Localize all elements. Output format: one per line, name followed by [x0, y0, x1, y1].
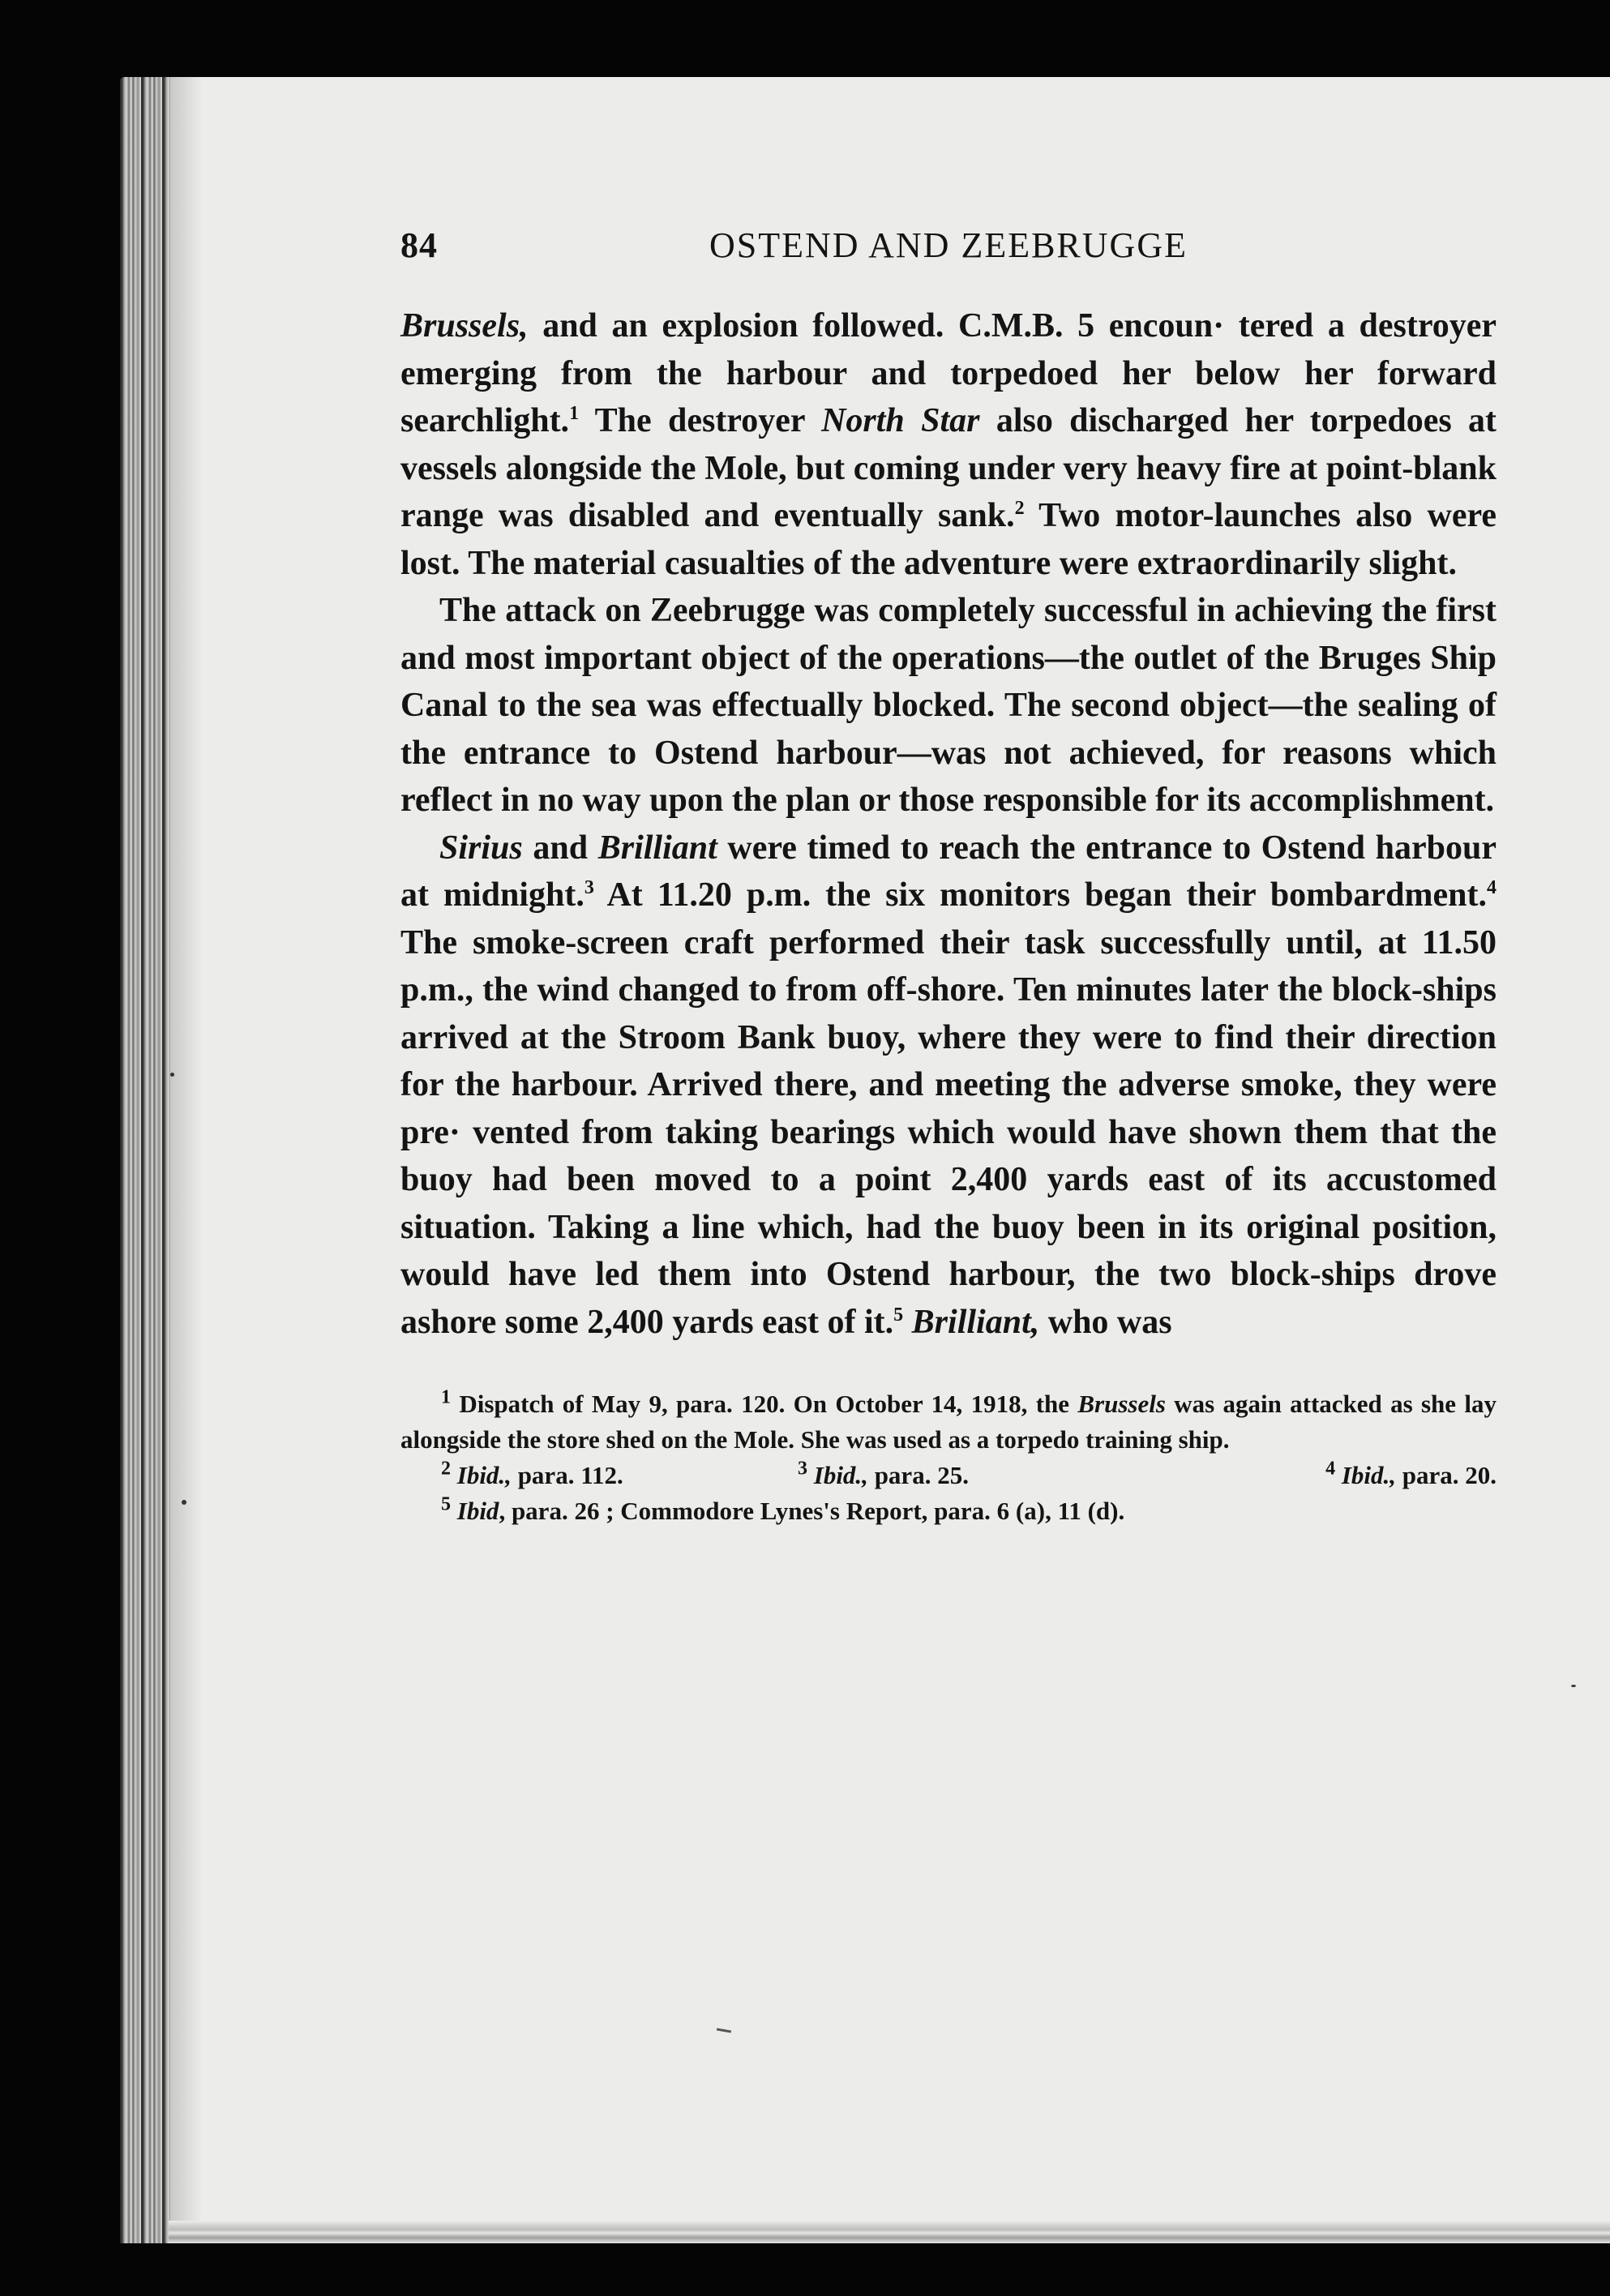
paragraph-text: who was	[1039, 1303, 1172, 1341]
italic-text: Brussels	[1077, 1390, 1166, 1418]
paragraph-text: The smoke-screen craft performed their task successfully until, at 11.50 p.m., the wind changed to from off-shore. Ten minutes later the block-ships arrived at the Stroom Bank buoy, where they were to find their direction for the harbour. Arrived there, and meeting the adverse smoke, they were pre· vented from taking bearings which would have shown them that the buoy had been moved to a point 2,400 yards east of its accustomed situation. Taking a line which, had the buoy been in its original position, would have led them into Ostend harbour, the two block-ships drove ashore some 2,400 yards east of it.	[400, 923, 1497, 1341]
running-title: OSTEND AND ZEEBRUGGE	[709, 225, 1188, 265]
text-block	[400, 225, 1497, 1529]
page-number: 84	[400, 225, 438, 265]
footnote-mark: 4	[1325, 1458, 1336, 1480]
body-text	[400, 302, 1497, 1346]
paragraph-1	[400, 302, 1497, 587]
footnote-4	[1203, 1458, 1497, 1493]
paragraph-text: Two motor-launches also were lost. The material casualties of the adventure were extraordinarily slight.	[400, 497, 1497, 582]
footnote-text: Dispatch of May 9, para. 120. On October 14, 1918, the	[451, 1390, 1078, 1418]
paragraph-text: and an explosion followed. C.M.B. 5 encoun· tered a destroyer emerging from the harbour and torpedoed her below her forward searchlight.	[400, 307, 1497, 439]
footnote-3	[798, 1458, 1203, 1493]
speck	[170, 1073, 174, 1077]
italic-text: Brilliant,	[911, 1303, 1040, 1341]
footnote-ref: 1	[569, 403, 580, 424]
paragraph-text: At 11.20 p.m. the six monitors began their bombardment.	[593, 876, 1487, 914]
italic-text: Brussels,	[400, 307, 529, 345]
footnote-ref: 3	[584, 877, 594, 898]
speck	[182, 1500, 186, 1505]
italic-text: Ibid.,	[1335, 1461, 1396, 1489]
footnote-ref: 5	[893, 1304, 904, 1326]
paragraph-text: The destroyer	[579, 402, 822, 439]
footnote-2	[441, 1458, 798, 1493]
page-bottom-edge	[169, 2221, 1610, 2243]
book-spine	[120, 77, 170, 2243]
italic-text: Ibid.,	[807, 1461, 868, 1489]
footnote-mark: 5	[441, 1493, 451, 1515]
italic-text: North Star	[821, 402, 980, 439]
paragraph-text	[903, 1304, 912, 1341]
italic-text: Sirius	[439, 829, 523, 867]
italic-text: Ibid	[451, 1497, 499, 1525]
footnote-ref: 2	[1014, 498, 1025, 519]
footnote-mark: 1	[441, 1386, 451, 1408]
italic-text: Ibid.,	[451, 1461, 512, 1489]
footnote-5	[400, 1493, 1497, 1529]
footnote-1	[400, 1386, 1497, 1458]
footnotes	[400, 1386, 1497, 1529]
footnote-mark: 3	[798, 1458, 807, 1480]
footnote-ref: 4	[1487, 877, 1497, 898]
speck	[1571, 1685, 1576, 1687]
footnote-text: para. 25.	[867, 1461, 969, 1489]
paragraph-text: and	[522, 829, 598, 867]
italic-text: Brilliant	[597, 829, 717, 867]
footnote-text: para. 20.	[1396, 1461, 1497, 1489]
footnote-text: was again attacked as she lay alongside the store shed on the Mole. She was used as a torpedo training ship.	[400, 1390, 1497, 1454]
footnote-mark: 2	[441, 1458, 451, 1480]
running-head	[400, 225, 1497, 281]
footnote-2-3-4	[400, 1458, 1497, 1493]
paragraph-2: The attack on Zeebrugge was completely successful in achieving the first and most important object of the operations—the outlet of the Bruges Ship Canal to the sea was effectually blocked. The second object—the sealing of the entrance to Ostend harbour—was not achieved, for reasons which reflect in no way upon the plan or those responsible for its accomplishment.	[400, 592, 1497, 819]
footnote-text: , para. 26 ; Commodore Lynes's Report, para. 6 (a), 11 (d).	[499, 1497, 1125, 1525]
paragraph-text: also discharged her torpedoes at vessels alongside the Mole, but coming under very heavy fire at point-blank range was disabled and eventually sank.	[400, 402, 1497, 534]
footnote-text: para. 112.	[511, 1461, 623, 1489]
paragraph-text: were timed to reach the entrance to Ostend harbour at midnight.	[400, 829, 1497, 914]
gutter-shadow	[170, 77, 203, 2243]
paragraph-3	[400, 825, 1497, 1347]
